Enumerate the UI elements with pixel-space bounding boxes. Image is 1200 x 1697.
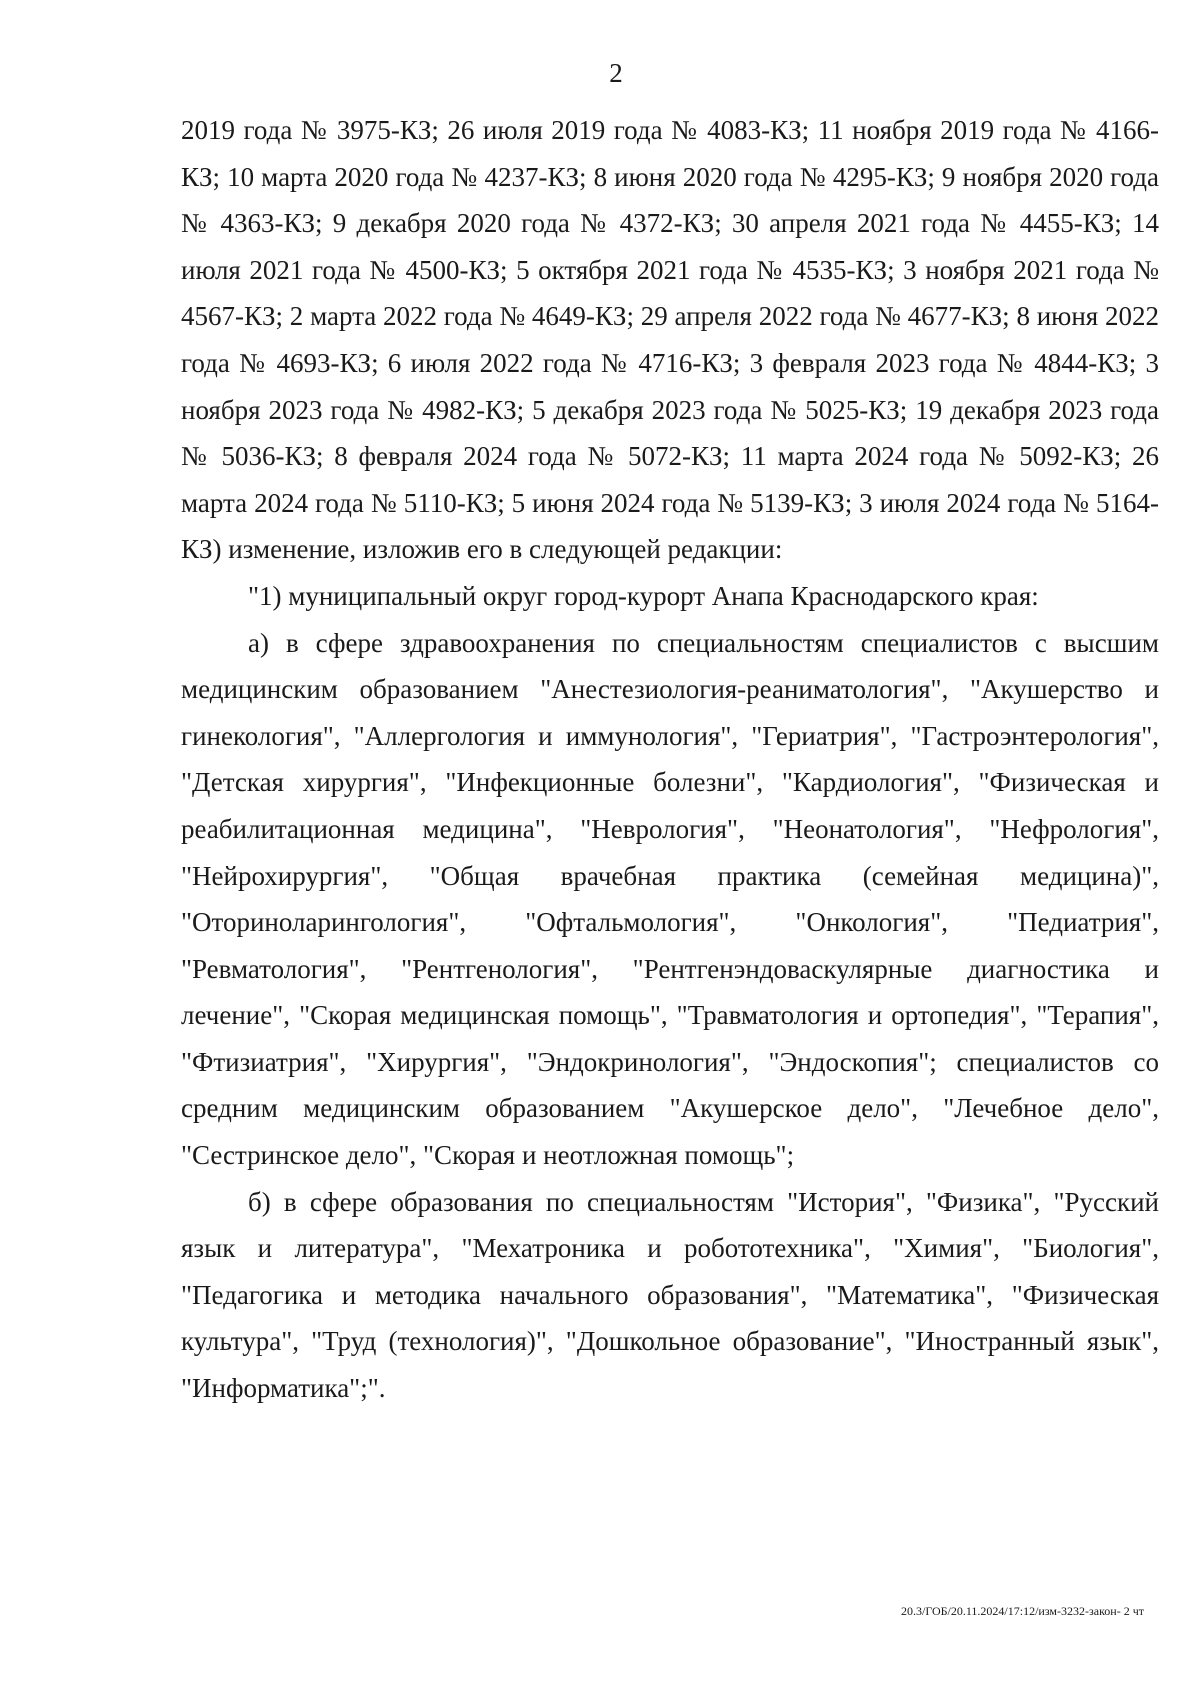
page-number: 2 <box>609 58 623 88</box>
paragraph-healthcare: а) в сфере здравоохранения по специальностям специалистов с высшим медицинским образованием "Анестезиология-реаниматология", "Акушерство и гинекология", "Аллергология и иммунология", "Гериатрия", "Гастроэнтерология", "Детская хирургия", "Инфекционные болезни", "Кардиология", "Физическая и реабилитационная медицина", "Неврология", "Неонатология", "Нефрология", "Нейрохирургия", "Общая врачебная практика (семейная медицина)", "Оториноларингология", "Офтальмология", "Онкология", "Педиатрия", "Ревматология", "Рентгенология", "Рентгенэндоваскулярные диагностика и лечение", "Скорая медицинская помощь", "Травматология и ортопедия", "Терапия", "Фтизиатрия", "Хирургия", "Эндокринология", "Эндоскопия"; специалистов со средним медицинским образованием "Акушерское дело", "Лечебное дело", "Сестринское дело", "Скорая и неотложная помощь"; <box>181 627 1159 1171</box>
document-body <box>181 107 1159 1412</box>
paragraph-education: б) в сфере образования по специальностям "История", "Физика", "Русский язык и литература", "Мехатроника и робототехника", "Химия", "Биология", "Педагогика и методика начального образования", "Математика", "Физическая культура", "Труд (технология)", "Дошкольное образование", "Иностранный язык", "Информатика";". <box>181 1186 1159 1404</box>
document-code: 20.3/ГОБ/20.11.2024/17:12/изм-3232-закон- 2 чт <box>901 1604 1144 1618</box>
paragraph-item-1: "1) муниципальный округ город-курорт Анапа Краснодарского края: <box>248 580 1039 611</box>
paragraph-amendment-list: 2019 года № 3975-КЗ; 26 июля 2019 года № 4083-КЗ; 11 ноября 2019 года № 4166-КЗ; 10 марта 2020 года № 4237-КЗ; 8 июня 2020 года № 4295-КЗ; 9 ноября 2020 года № 4363-КЗ; 9 декабря 2020 года № 4372-КЗ; 30 апреля 2021 года № 4455-КЗ; 14 июля 2021 года № 4500-КЗ; 5 октября 2021 года № 4535-КЗ; 3 ноября 2021 года № 4567-КЗ; 2 марта 2022 года № 4649-КЗ; 29 апреля 2022 года № 4677-КЗ; 8 июня 2022 года № 4693-КЗ; 6 июля 2022 года № 4716-КЗ; 3 февраля 2023 года № 4844-КЗ; 3 ноября 2023 года № 4982-КЗ; 5 декабря 2023 года № 5025-КЗ; 19 декабря 2023 года № 5036-КЗ; 8 февраля 2024 года № 5072-КЗ; 11 марта 2024 года № 5092-КЗ; 26 марта 2024 года № 5110-КЗ; 5 июня 2024 года № 5139-КЗ; 3 июля 2024 года № 5164-КЗ) изменение, изложив его в следующей редакции: <box>181 115 1159 565</box>
